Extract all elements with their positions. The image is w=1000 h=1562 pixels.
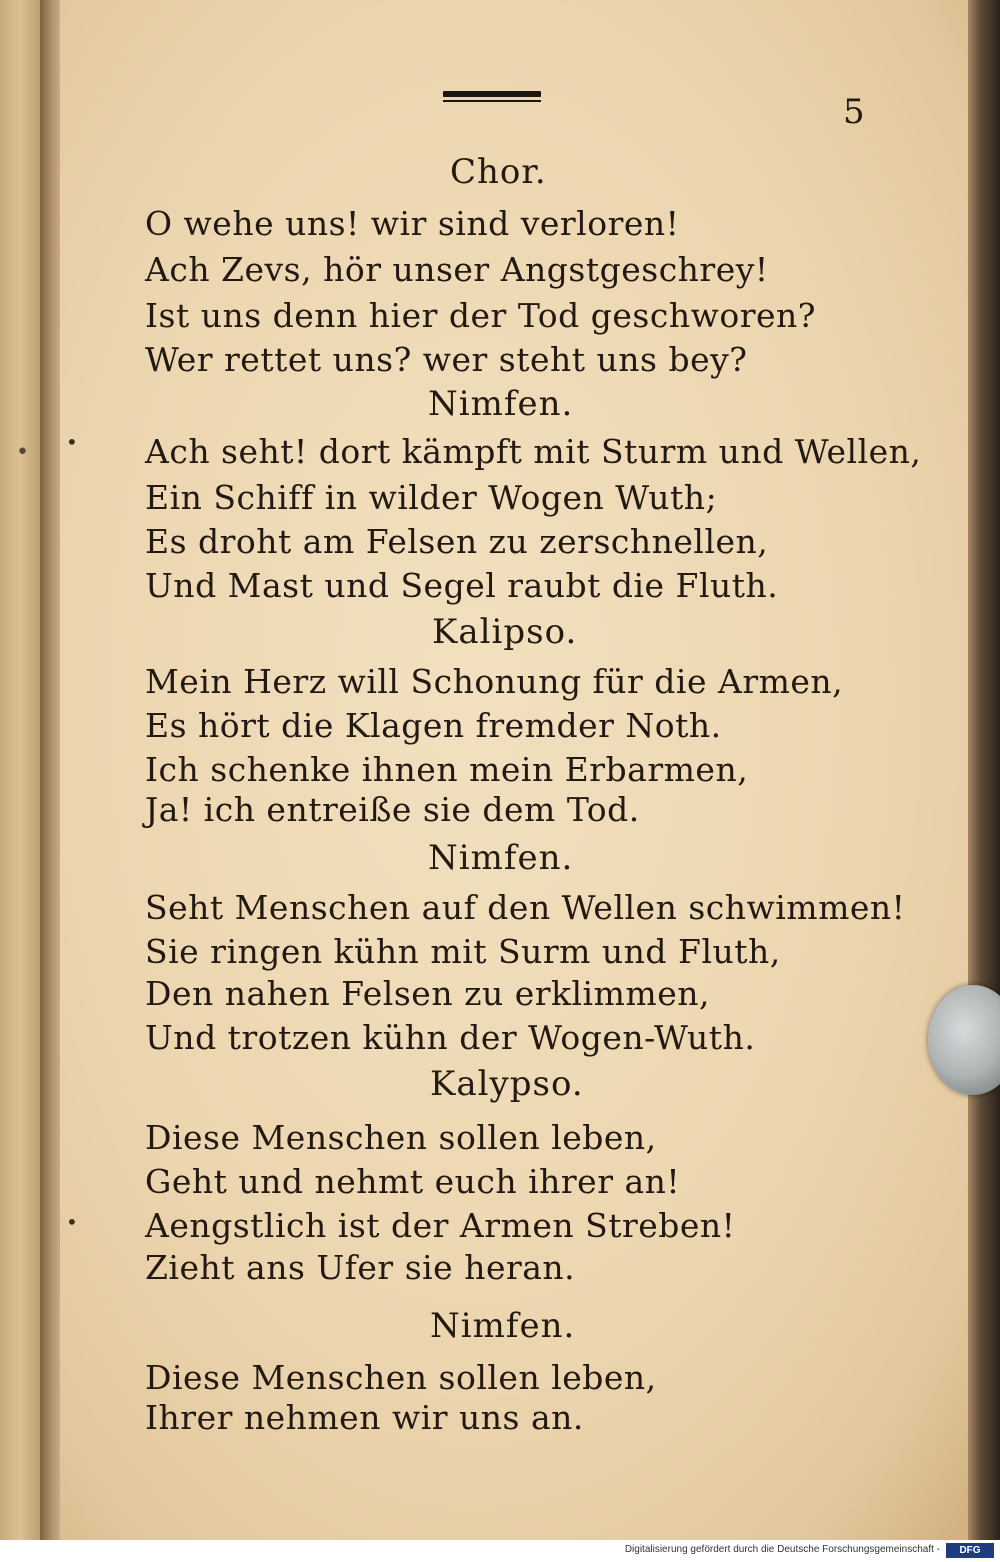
verse-line: Ihrer nehmen wir uns an. xyxy=(145,1398,584,1437)
verse-line: Wer rettet uns? wer steht uns bey? xyxy=(145,340,748,379)
section-heading: Nimfen. xyxy=(428,384,574,424)
section-heading: Kalipso. xyxy=(432,612,578,652)
verse-line: Und trotzen kühn der Wogen-Wuth. xyxy=(145,1018,756,1057)
dfg-logo: DFG xyxy=(946,1543,994,1558)
section-heading: Nimfen. xyxy=(430,1306,576,1346)
verse-line: O wehe uns! wir sind verloren! xyxy=(145,204,680,243)
verse-line: Sie ringen kühn mit Surm und Fluth, xyxy=(145,932,781,971)
verse-line: Seht Menschen auf den Wellen schwimmen! xyxy=(145,888,906,927)
verse-line: Diese Menschen sollen leben, xyxy=(145,1118,657,1157)
verse-line: Ist uns denn hier der Tod geschworen? xyxy=(145,296,816,335)
page-number: 5 xyxy=(843,92,865,132)
margin-mark: • xyxy=(66,430,78,454)
margin-mark: • xyxy=(66,1210,78,1234)
verse-line: Ach seht! dort kämpft mit Sturm und Wellen, xyxy=(145,432,922,471)
verse-line: Diese Menschen sollen leben, xyxy=(145,1358,657,1397)
verse-line: Es droht am Felsen zu zerschnellen, xyxy=(145,522,769,561)
verse-line: Zieht ans Ufer sie heran. xyxy=(145,1248,576,1287)
verse-line: Ein Schiff in wilder Wogen Wuth; xyxy=(145,478,718,517)
section-heading: Chor. xyxy=(450,152,547,192)
verse-line: Ach Zevs, hör unser Angstgeschrey! xyxy=(145,250,769,289)
verse-line: Geht und nehmt euch ihrer an! xyxy=(145,1162,681,1201)
verse-line: Aengstlich ist der Armen Streben! xyxy=(145,1206,736,1245)
verse-line: Mein Herz will Schonung für die Armen, xyxy=(145,662,844,701)
digitization-footer xyxy=(0,1540,1000,1562)
page-edge-shadow xyxy=(968,0,1000,1540)
verse-line: Und Mast und Segel raubt die Fluth. xyxy=(145,566,779,605)
section-heading: Nimfen. xyxy=(428,838,574,878)
margin-mark: • xyxy=(16,440,29,465)
verse-line: Ja! ich entreiße sie dem Tod. xyxy=(145,790,640,829)
verse-line: Ich schenke ihnen mein Erbarmen, xyxy=(145,750,749,789)
verse-line: Es hört die Klagen fremder Noth. xyxy=(145,706,722,745)
section-heading: Kalypso. xyxy=(430,1064,584,1104)
footer-credit: Digitalisierung gefördert durch die Deutsche Forschungsgemeinschaft - xyxy=(624,1544,940,1555)
header-rule xyxy=(443,91,541,102)
verse-line: Den nahen Felsen zu erklimmen, xyxy=(145,974,710,1013)
